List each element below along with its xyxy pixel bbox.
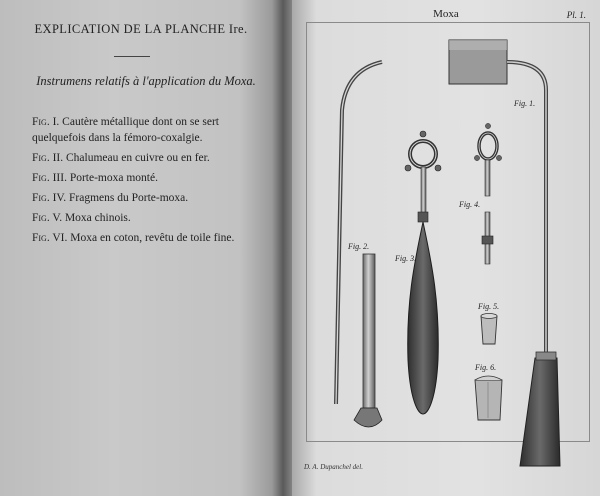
engraver-credit: D. A. Dupanchel del. — [304, 463, 363, 471]
figure-description: Moxa chinois. — [64, 212, 131, 224]
figure-label: Fig. 6. — [475, 363, 497, 372]
list-item — [32, 150, 272, 166]
figure-description: Chalumeau en cuivre ou en fer. — [66, 152, 210, 164]
moxa-holder-figure — [405, 131, 441, 414]
figure-list — [32, 114, 272, 250]
list-item — [32, 230, 272, 246]
figure-number: Fig. II. — [32, 152, 64, 164]
figure-number: Fig. III. — [32, 172, 67, 184]
text-page — [0, 0, 282, 496]
figure-label: Fig. 4. — [459, 200, 481, 209]
list-item — [32, 210, 272, 226]
heading-rule — [114, 56, 150, 57]
figure-number: Fig. V. — [32, 212, 63, 224]
chinese-moxa-figure — [481, 314, 497, 345]
figure-label: Fig. 3. — [395, 254, 417, 263]
section-subtitle: Instrumens relatifs à l'application du Moxa. — [36, 74, 256, 88]
cautery-handle — [520, 358, 560, 466]
figure-label: Fig. 5. — [478, 302, 500, 311]
figure-description: Fragmens du Porte-moxa. — [69, 192, 189, 204]
cotton-moxa-figure — [475, 376, 502, 420]
figure-description: Moxa en coton, revêtu de toile fine. — [70, 232, 235, 244]
figure-number: Fig. I. — [32, 116, 60, 128]
engraving — [292, 0, 600, 496]
plate-title: Moxa — [433, 8, 459, 20]
book-gutter — [272, 0, 294, 496]
figure-label: Fig. 1. — [514, 99, 536, 108]
figure-number: Fig. IV. — [32, 192, 67, 204]
plate-number: Pl. 1. — [566, 10, 586, 20]
holder-fragments-figure — [474, 123, 501, 264]
list-item — [32, 114, 272, 146]
plate-page — [292, 0, 600, 496]
figure-description: Cautère métallique dont on se sert quelquefois dans la fémoro-coxalgie. — [32, 116, 219, 144]
figure-description: Porte-moxa monté. — [69, 172, 158, 184]
figure-label: Fig. 2. — [348, 242, 370, 251]
list-item — [32, 190, 272, 206]
list-item — [32, 170, 272, 186]
blowpipe-section — [363, 254, 375, 408]
holder-handle — [408, 222, 439, 414]
cautery-figure — [449, 40, 560, 466]
figure-number: Fig. VI. — [32, 232, 68, 244]
page-heading: EXPLICATION DE LA PLANCHE Ire. — [34, 22, 248, 36]
